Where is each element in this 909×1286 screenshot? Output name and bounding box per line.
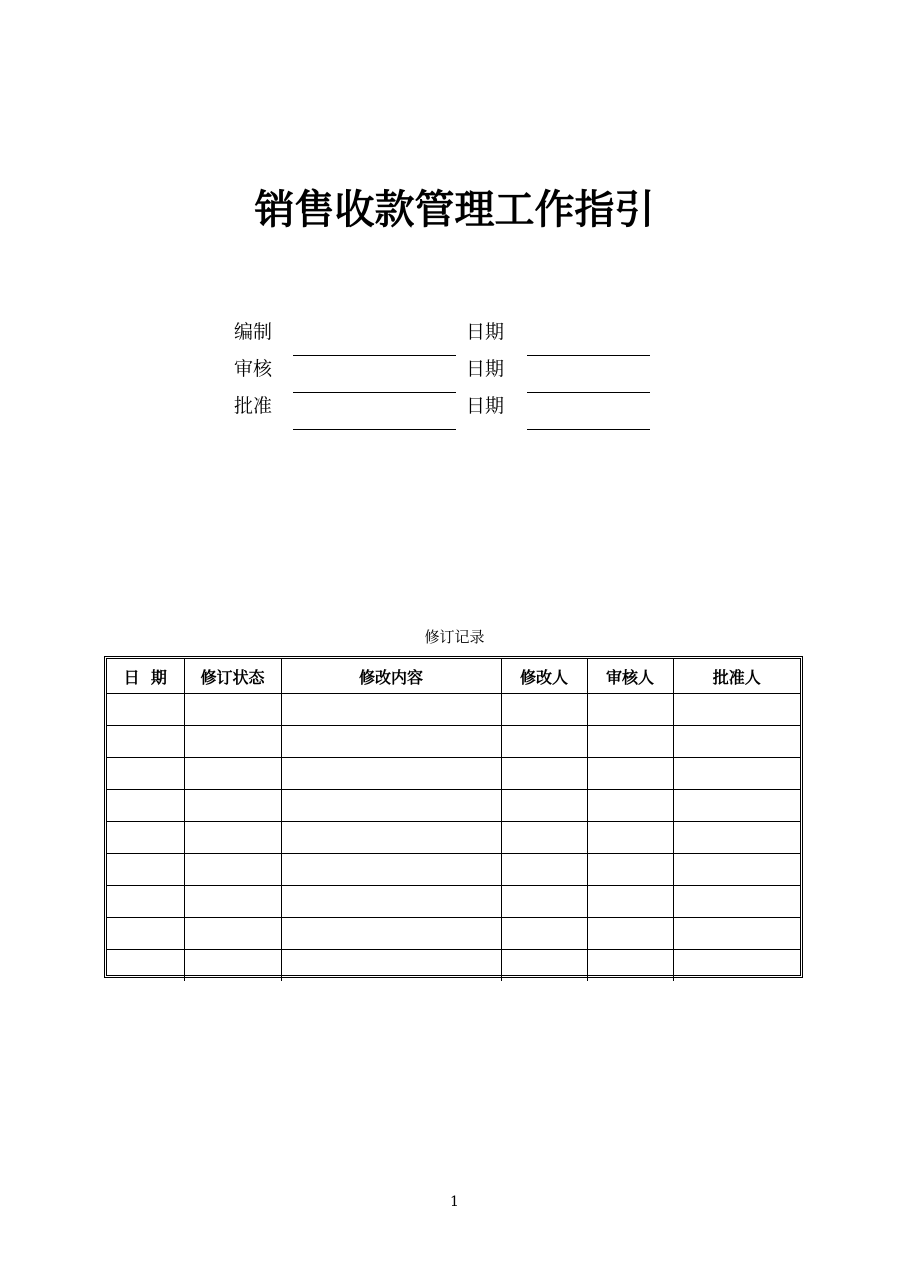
table-cell bbox=[184, 950, 281, 982]
table-cell bbox=[281, 694, 501, 726]
prepared-date-label: 日期 bbox=[466, 321, 505, 343]
table-cell bbox=[587, 726, 673, 758]
reviewed-date-label: 日期 bbox=[466, 358, 505, 380]
table-cell bbox=[281, 822, 501, 854]
table-row bbox=[107, 918, 800, 950]
table-cell bbox=[184, 758, 281, 790]
table-cell bbox=[587, 854, 673, 886]
table-cell bbox=[184, 694, 281, 726]
table-row bbox=[107, 886, 800, 918]
table-cell bbox=[673, 758, 800, 790]
table-cell bbox=[501, 694, 587, 726]
table-cell bbox=[673, 790, 800, 822]
table-cell bbox=[184, 886, 281, 918]
table-cell bbox=[107, 886, 184, 918]
revision-table-header-row bbox=[107, 659, 800, 694]
table-cell bbox=[107, 694, 184, 726]
table-row bbox=[107, 790, 800, 822]
header-reviewer: 审核人 bbox=[587, 659, 673, 694]
table-cell bbox=[281, 726, 501, 758]
table-cell bbox=[673, 822, 800, 854]
table-row bbox=[107, 950, 800, 982]
header-revision-content: 修改内容 bbox=[281, 659, 501, 694]
table-cell bbox=[501, 854, 587, 886]
table-cell bbox=[673, 950, 800, 982]
table-cell bbox=[281, 854, 501, 886]
document-title: 销售收款管理工作指引 bbox=[254, 187, 655, 233]
table-row bbox=[107, 822, 800, 854]
table-cell bbox=[184, 726, 281, 758]
table-cell bbox=[501, 886, 587, 918]
table-cell bbox=[587, 950, 673, 982]
revision-table bbox=[107, 659, 800, 981]
reviewed-date-line bbox=[527, 392, 650, 393]
approved-by-line bbox=[293, 429, 456, 430]
table-cell bbox=[107, 790, 184, 822]
table-cell bbox=[501, 726, 587, 758]
prepared-by-label: 编制 bbox=[234, 321, 273, 343]
table-cell bbox=[587, 822, 673, 854]
table-row bbox=[107, 694, 800, 726]
table-cell bbox=[673, 726, 800, 758]
table-row bbox=[107, 854, 800, 886]
table-cell bbox=[587, 918, 673, 950]
reviewed-by-line bbox=[293, 392, 456, 393]
prepared-date-line bbox=[527, 355, 650, 356]
header-date: 日 期 bbox=[107, 659, 184, 694]
table-cell bbox=[587, 758, 673, 790]
approved-by-label: 批准 bbox=[234, 395, 273, 417]
table-cell bbox=[501, 918, 587, 950]
table-cell bbox=[587, 886, 673, 918]
table-cell bbox=[281, 950, 501, 982]
table-cell bbox=[107, 726, 184, 758]
revision-table-frame bbox=[104, 656, 803, 978]
table-cell bbox=[501, 790, 587, 822]
table-cell bbox=[107, 950, 184, 982]
prepared-by-line bbox=[293, 355, 456, 356]
table-cell bbox=[281, 790, 501, 822]
header-approver: 批准人 bbox=[673, 659, 800, 694]
header-revision-status: 修订状态 bbox=[184, 659, 281, 694]
approved-date-label: 日期 bbox=[466, 395, 505, 417]
approved-date-line bbox=[527, 429, 650, 430]
table-cell bbox=[281, 886, 501, 918]
reviewed-by-label: 审核 bbox=[234, 358, 273, 380]
revision-table-caption: 修订记录 bbox=[424, 628, 485, 646]
table-cell bbox=[184, 918, 281, 950]
table-cell bbox=[673, 918, 800, 950]
table-cell bbox=[673, 886, 800, 918]
table-cell bbox=[501, 822, 587, 854]
table-cell bbox=[673, 854, 800, 886]
page-number: 1 bbox=[450, 1194, 459, 1210]
header-modifier: 修改人 bbox=[501, 659, 587, 694]
table-cell bbox=[184, 790, 281, 822]
table-cell bbox=[673, 694, 800, 726]
table-cell bbox=[587, 694, 673, 726]
table-cell bbox=[501, 758, 587, 790]
table-cell bbox=[587, 790, 673, 822]
table-cell bbox=[501, 950, 587, 982]
table-cell bbox=[107, 854, 184, 886]
table-cell bbox=[107, 758, 184, 790]
table-cell bbox=[281, 758, 501, 790]
table-cell bbox=[184, 854, 281, 886]
table-cell bbox=[107, 918, 184, 950]
table-cell bbox=[281, 918, 501, 950]
table-row bbox=[107, 758, 800, 790]
table-row bbox=[107, 726, 800, 758]
table-cell bbox=[107, 822, 184, 854]
table-cell bbox=[184, 822, 281, 854]
